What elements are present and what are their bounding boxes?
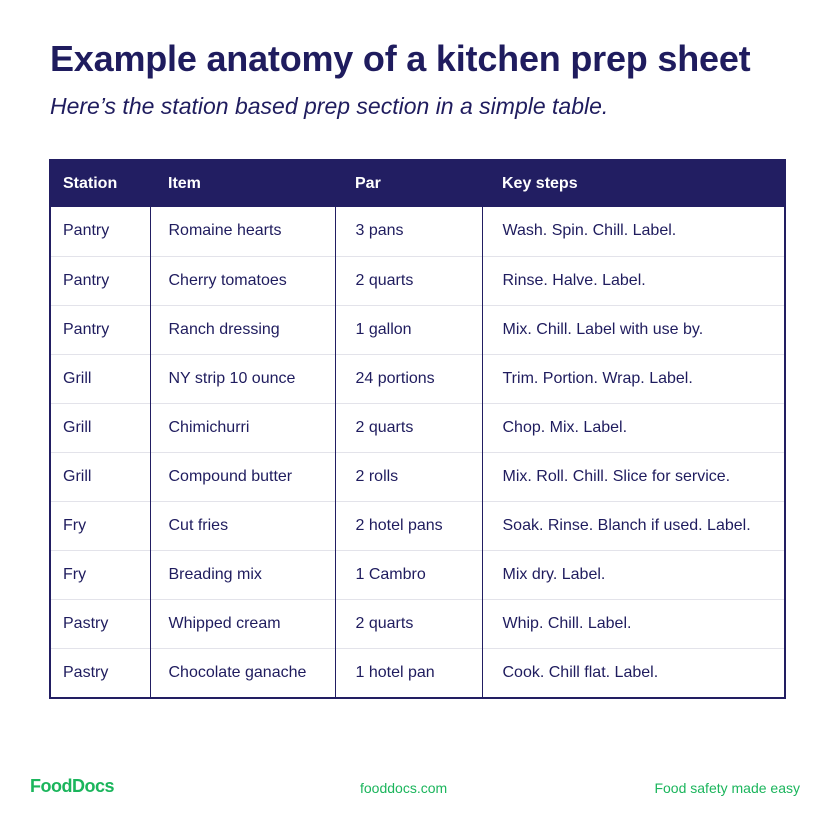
- cell-par: 2 quarts: [335, 599, 482, 648]
- cell-par: 1 Cambro: [335, 550, 482, 599]
- table-row: [51, 452, 784, 501]
- table-row: [51, 256, 784, 305]
- page-title: Example anatomy of a kitchen prep sheet: [50, 38, 751, 79]
- page-subtitle: Here’s the station based prep section in a simple table.: [50, 93, 609, 119]
- cell-item: Ranch dressing: [150, 305, 335, 354]
- table-row: [51, 305, 784, 354]
- cell-par: 2 quarts: [335, 403, 482, 452]
- fooddocs-logo: FoodDocs: [30, 776, 114, 796]
- cell-key-steps: Mix. Chill. Label with use by.: [482, 305, 784, 354]
- cell-key-steps: Mix dry. Label.: [482, 550, 784, 599]
- cell-key-steps: Rinse. Halve. Label.: [482, 256, 784, 305]
- header-item: Item: [168, 175, 201, 192]
- tagline: Food safety made easy: [654, 780, 800, 796]
- cell-key-steps: Cook. Chill flat. Label.: [482, 648, 784, 697]
- cell-key-steps: Wash. Spin. Chill. Label.: [502, 222, 677, 240]
- cell-item: Chocolate ganache: [150, 648, 335, 697]
- cell-key-steps: Chop. Mix. Label.: [482, 403, 784, 452]
- cell-par: 2 hotel pans: [335, 501, 482, 550]
- cell-key-steps: Soak. Rinse. Blanch if used. Label.: [482, 501, 784, 550]
- table-header: [51, 161, 784, 207]
- cell-station: Pantry: [51, 207, 150, 256]
- table-row: [51, 599, 784, 648]
- cell-station: Pastry: [51, 648, 150, 697]
- table-header-row: [51, 161, 784, 207]
- cell-par: 1 hotel pan: [335, 648, 482, 697]
- cell-item: Chimichurri: [150, 403, 335, 452]
- table-row: [51, 550, 784, 599]
- table-row: [51, 207, 784, 256]
- cell-item: Cut fries: [150, 501, 335, 550]
- cell-par: 24 portions: [335, 354, 482, 403]
- cell-key-steps: Mix. Roll. Chill. Slice for service.: [482, 452, 784, 501]
- cell-station: Pantry: [51, 305, 150, 354]
- table-row: [51, 501, 784, 550]
- footer: [30, 776, 800, 800]
- cell-item: Romaine hearts: [150, 207, 335, 256]
- cell-item: NY strip 10 ounce: [150, 354, 335, 403]
- cell-key-steps: Whip. Chill. Label.: [482, 599, 784, 648]
- cell-item: Cherry tomatoes: [150, 256, 335, 305]
- table-row: [51, 648, 784, 697]
- header-station: Station: [63, 175, 118, 192]
- header-key-steps: Key steps: [502, 175, 578, 192]
- table-body: [51, 207, 784, 697]
- table-row: [51, 354, 784, 403]
- prep-table-container: [49, 159, 786, 699]
- cell-par: 2 rolls: [335, 452, 482, 501]
- cell-station: Grill: [51, 452, 150, 501]
- prep-table: [51, 161, 784, 697]
- cell-par: 1 gallon: [335, 305, 482, 354]
- site-link[interactable]: fooddocs.com: [360, 780, 448, 796]
- cell-item: Compound butter: [150, 452, 335, 501]
- cell-station: Pastry: [51, 599, 150, 648]
- cell-station: Fry: [51, 501, 150, 550]
- cell-par: 2 quarts: [335, 256, 482, 305]
- header-par: Par: [355, 175, 381, 192]
- cell-item: Whipped cream: [150, 599, 335, 648]
- cell-station: Grill: [51, 354, 150, 403]
- cell-station: Fry: [51, 550, 150, 599]
- table-row: [51, 403, 784, 452]
- cell-key-steps: Trim. Portion. Wrap. Label.: [482, 354, 784, 403]
- cell-item: Breading mix: [150, 550, 335, 599]
- cell-station: Pantry: [51, 256, 150, 305]
- cell-par: 3 pans: [335, 207, 482, 256]
- cell-station: Grill: [51, 403, 150, 452]
